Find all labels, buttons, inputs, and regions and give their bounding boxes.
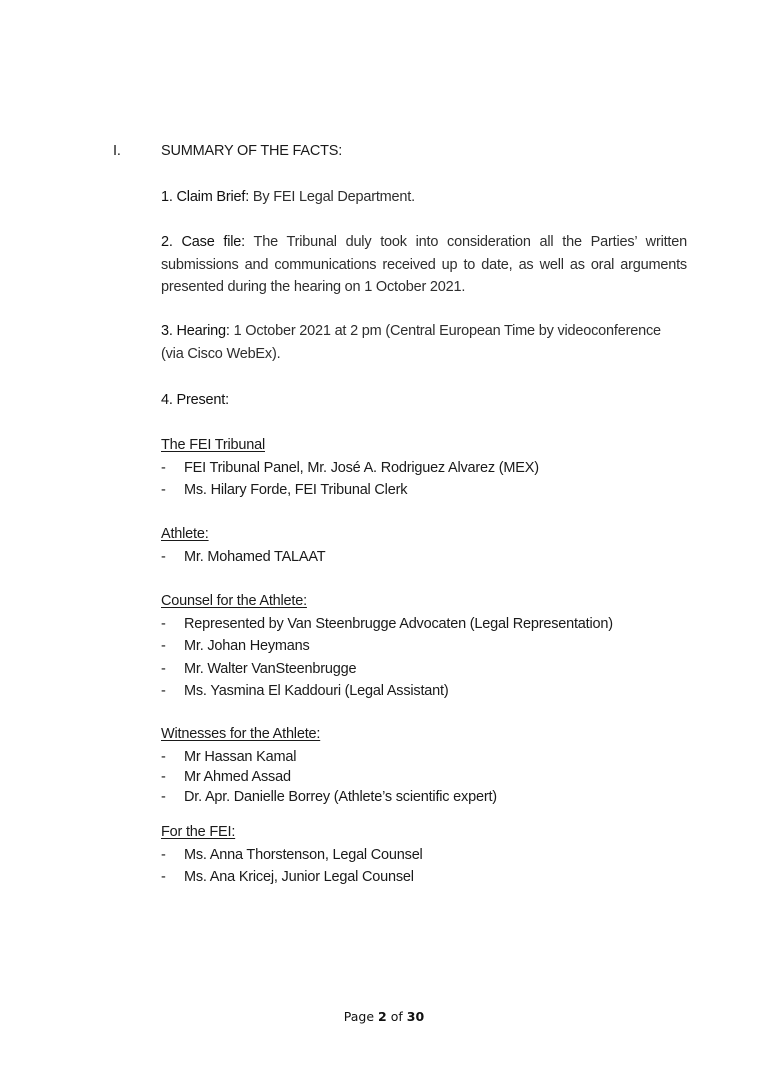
list-item	[161, 786, 687, 806]
case-file-text: The Tribunal duly took into consideration all the Parties’ written submissions and communications received up to date, as well as oral arguments presented during the hearing on 1 October 2021.	[161, 234, 687, 295]
list-item-text: Ms. Yasmina El Kaddouri (Legal Assistant)	[184, 683, 449, 699]
list-item-text: Mr. Mohamed TALAAT	[184, 548, 326, 565]
counsel-group-title: Counsel for the Athlete:	[161, 593, 307, 609]
list-item	[161, 766, 687, 786]
footer-current-page: 2	[378, 1009, 387, 1024]
athlete-group-title: Athlete:	[161, 526, 209, 542]
athlete-list	[161, 546, 687, 569]
footer-page-word: Page	[343, 1009, 375, 1024]
dash-bullet: -	[161, 660, 166, 677]
dash-bullet: -	[161, 615, 166, 632]
list-item	[161, 844, 687, 867]
page-footer	[0, 1009, 768, 1024]
dash-bullet: -	[161, 548, 166, 565]
dash-bullet: -	[161, 482, 166, 498]
list-item	[161, 658, 687, 681]
list-item	[161, 546, 687, 569]
list-item-text: Represented by Van Steenbrugge Advocaten (Legal Representation)	[184, 615, 613, 632]
list-item-text: Mr Hassan Kamal	[184, 748, 297, 765]
list-item	[161, 479, 687, 502]
dash-bullet: -	[161, 788, 166, 805]
claim-brief-paragraph	[161, 186, 687, 209]
athlete-group	[161, 523, 687, 568]
fei-group-title: For the FEI:	[161, 824, 236, 840]
hearing-paragraph	[161, 320, 687, 365]
list-item-text: Dr. Apr. Danielle Borrey (Athlete’s scientific expert)	[184, 788, 497, 805]
footer-of-word: of	[390, 1009, 403, 1024]
list-item-text: Ms. Anna Thorstenson, Legal Counsel	[184, 846, 423, 863]
witnesses-list	[161, 746, 687, 806]
list-item	[161, 457, 687, 480]
list-item-text: Ms. Hilary Forde, FEI Tribunal Clerk	[184, 482, 408, 498]
dash-bullet: -	[161, 846, 166, 863]
dash-bullet: -	[161, 683, 166, 699]
claim-brief-label: 1. Claim Brief:	[161, 189, 250, 205]
tribunal-group-title: The FEI Tribunal	[161, 437, 265, 453]
list-item-text: Mr. Walter VanSteenbrugge	[184, 660, 357, 677]
dash-bullet: -	[161, 748, 166, 765]
tribunal-list	[161, 457, 687, 502]
dash-bullet: -	[161, 459, 166, 476]
witnesses-group-title: Witnesses for the Athlete:	[161, 726, 321, 742]
case-file-label: 2. Case file:	[161, 234, 245, 250]
list-item-text: FEI Tribunal Panel, Mr. José A. Rodriguez Alvarez (MEX)	[184, 459, 539, 476]
footer-total-pages: 30	[406, 1009, 425, 1024]
list-item	[161, 613, 687, 636]
witnesses-group	[161, 723, 687, 806]
list-item	[161, 680, 687, 703]
list-item	[161, 866, 687, 889]
fei-list	[161, 844, 687, 889]
hearing-text-line2: (via Cisco WebEx).	[161, 345, 281, 362]
present-heading	[161, 389, 687, 412]
dash-bullet: -	[161, 869, 166, 885]
present-label: 4. Present:	[161, 392, 229, 408]
dash-bullet: -	[161, 768, 166, 785]
list-item-text: Mr. Johan Heymans	[184, 638, 310, 654]
list-item-text: Mr Ahmed Assad	[184, 768, 291, 785]
list-item	[161, 635, 687, 658]
fei-group	[161, 821, 687, 889]
list-item-text: Ms. Ana Kricej, Junior Legal Counsel	[184, 869, 414, 885]
case-file-paragraph	[161, 231, 687, 299]
claim-brief-text: By FEI Legal Department.	[252, 189, 415, 205]
hearing-text-line1: 1 October 2021 at 2 pm (Central European Time by videoconference	[233, 323, 661, 339]
hearing-label: 3. Hearing:	[161, 323, 230, 339]
section-number: I.	[113, 143, 121, 159]
section-title: SUMMARY OF THE FACTS:	[161, 143, 343, 159]
counsel-list	[161, 613, 687, 703]
list-item	[161, 746, 687, 766]
counsel-group	[161, 590, 687, 703]
dash-bullet: -	[161, 638, 166, 654]
tribunal-group	[161, 434, 687, 502]
